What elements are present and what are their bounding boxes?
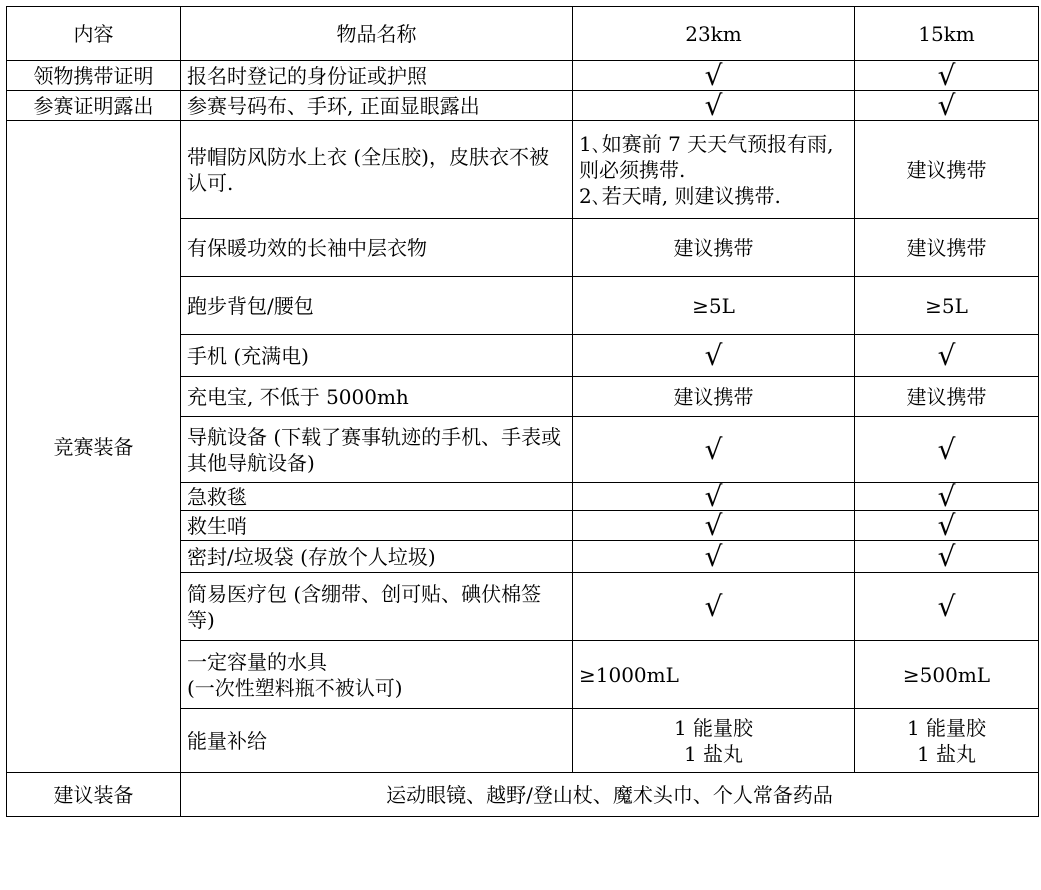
value-23km: 1 能量胶 1 盐丸 — [573, 709, 855, 773]
category-cell: 竞赛装备 — [7, 121, 181, 773]
header-item-name: 物品名称 — [181, 7, 573, 61]
value-23km: ≥1000mL — [573, 641, 855, 709]
check-15km: √ — [855, 61, 1039, 91]
category-cell: 建议装备 — [7, 773, 181, 817]
equipment-table — [6, 6, 1039, 817]
value-15km: 建议携带 — [855, 219, 1039, 277]
check-15km: √ — [855, 483, 1039, 511]
table-row — [7, 91, 1039, 121]
value-15km: 建议携带 — [855, 121, 1039, 219]
category-cell: 参赛证明露出 — [7, 91, 181, 121]
check-23km: √ — [573, 417, 855, 483]
header-15km: 15km — [855, 7, 1039, 61]
item-cell: 报名时登记的身份证或护照 — [181, 61, 573, 91]
header-23km: 23km — [573, 7, 855, 61]
item-cell: 跑步背包/腰包 — [181, 277, 573, 335]
check-23km: √ — [573, 91, 855, 121]
item-cell: 导航设备 (下载了赛事轨迹的手机、手表或其他导航设备) — [181, 417, 573, 483]
header-row — [7, 7, 1039, 61]
value-15km: 1 能量胶 1 盐丸 — [855, 709, 1039, 773]
item-cell: 密封/垃圾袋 (存放个人垃圾) — [181, 541, 573, 573]
category-cell: 领物携带证明 — [7, 61, 181, 91]
item-cell: 参赛号码布、手环, 正面显眼露出 — [181, 91, 573, 121]
item-cell: 能量补给 — [181, 709, 573, 773]
header-content: 内容 — [7, 7, 181, 61]
item-cell: 急救毯 — [181, 483, 573, 511]
value-15km: ≥500mL — [855, 641, 1039, 709]
check-15km: √ — [855, 511, 1039, 541]
value-23km: 1､如赛前 7 天天气预报有雨, 则必须携带. 2､若天晴, 则建议携带. — [573, 121, 855, 219]
table-row — [7, 121, 1039, 219]
value-23km: ≥5L — [573, 277, 855, 335]
table-row — [7, 61, 1039, 91]
check-23km: √ — [573, 61, 855, 91]
check-23km: √ — [573, 511, 855, 541]
value-15km: ≥5L — [855, 277, 1039, 335]
check-23km: √ — [573, 483, 855, 511]
item-cell: 简易医疗包 (含绷带、创可贴、碘伏棉签等) — [181, 573, 573, 641]
check-15km: √ — [855, 541, 1039, 573]
check-23km: √ — [573, 541, 855, 573]
check-15km: √ — [855, 573, 1039, 641]
suggested-items: 运动眼镜、越野/登山杖、魔术头巾、个人常备药品 — [181, 773, 1039, 817]
check-15km: √ — [855, 335, 1039, 377]
item-cell: 充电宝, 不低于 5000mh — [181, 377, 573, 417]
value-23km: 建议携带 — [573, 219, 855, 277]
check-23km: √ — [573, 573, 855, 641]
item-cell: 一定容量的水具 (一次性塑料瓶不被认可) — [181, 641, 573, 709]
item-cell: 有保暖功效的长袖中层衣物 — [181, 219, 573, 277]
table-row — [7, 773, 1039, 817]
value-15km: 建议携带 — [855, 377, 1039, 417]
item-cell: 救生哨 — [181, 511, 573, 541]
value-23km: 建议携带 — [573, 377, 855, 417]
check-23km: √ — [573, 335, 855, 377]
item-cell: 手机 (充满电) — [181, 335, 573, 377]
check-15km: √ — [855, 91, 1039, 121]
item-cell: 带帽防风防水上衣 (全压胶)，皮肤衣不被认可. — [181, 121, 573, 219]
check-15km: √ — [855, 417, 1039, 483]
